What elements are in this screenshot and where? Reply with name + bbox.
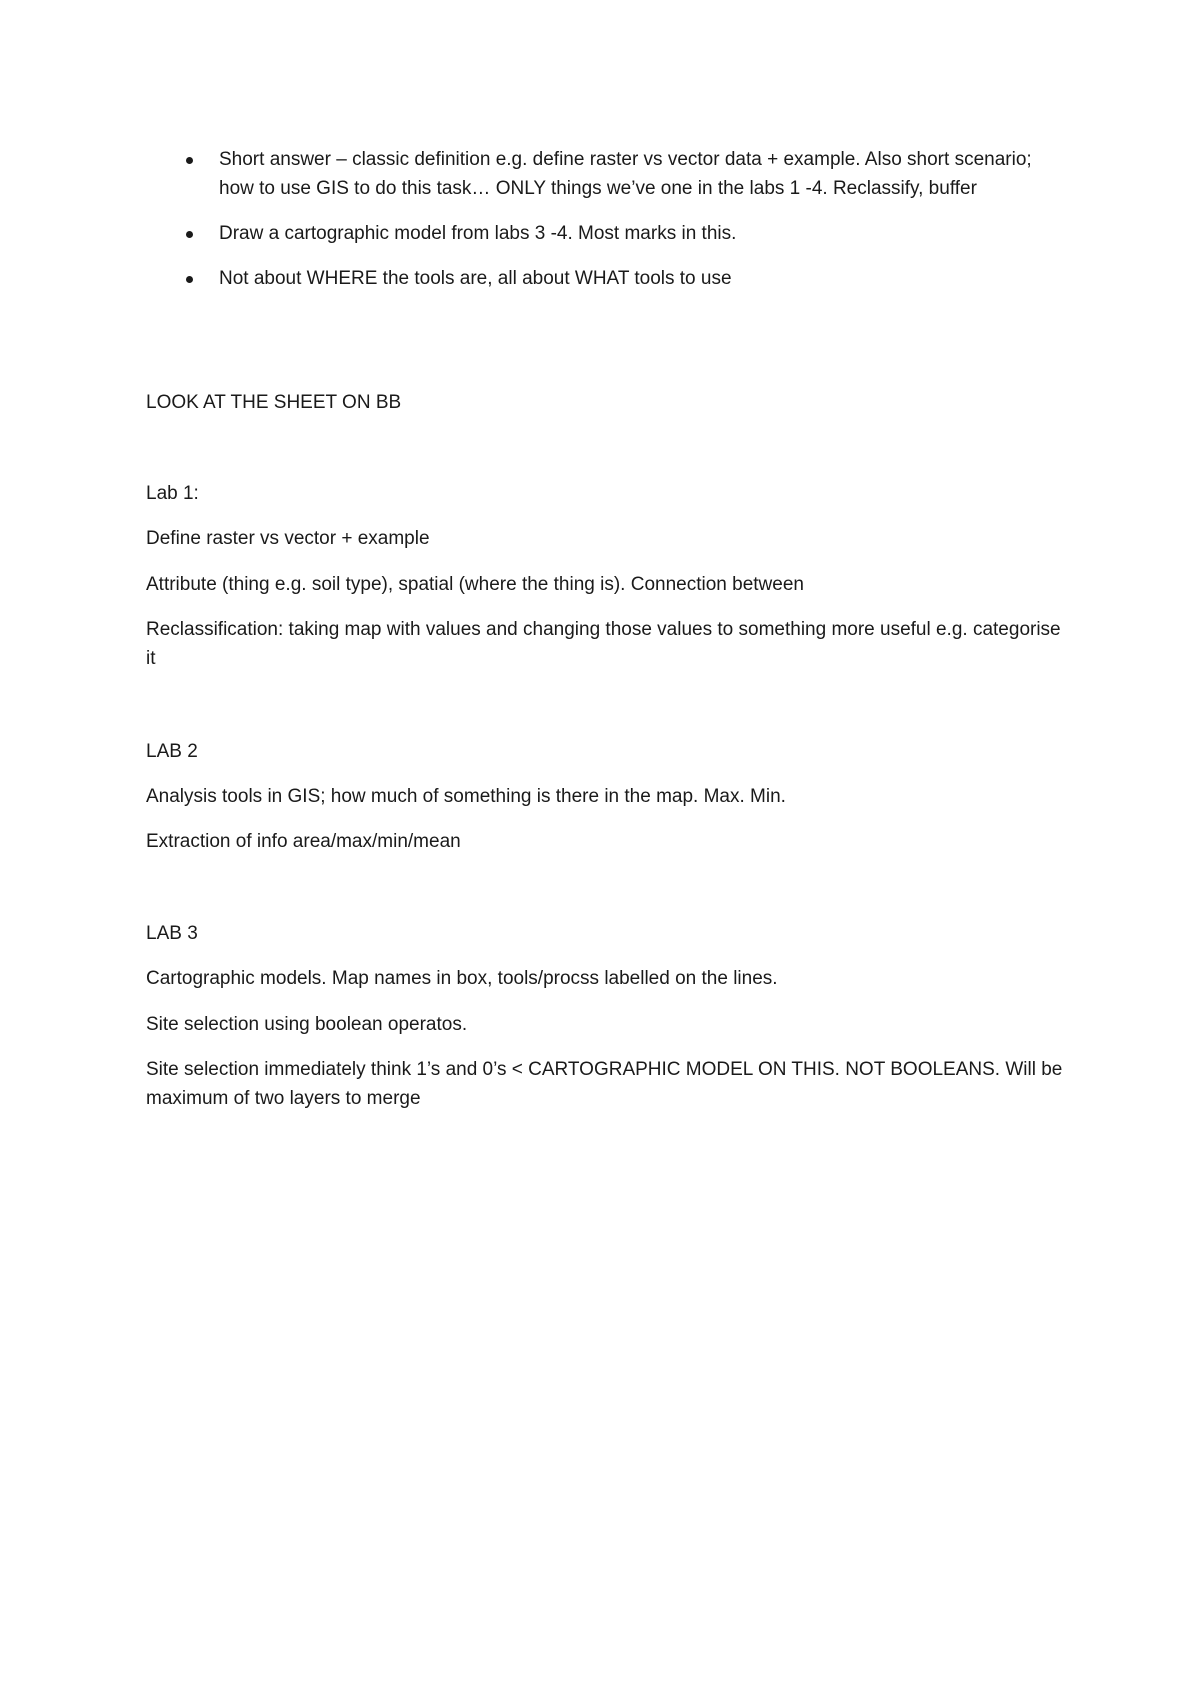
bullet-item <box>146 145 1066 203</box>
lab1-line: Attribute (thing e.g. soil type), spatial (where the thing is). Connection between <box>146 574 804 595</box>
bullet-text: Not about WHERE the tools are, all about WHAT tools to use <box>219 268 732 289</box>
bullet-dot-icon <box>186 157 193 164</box>
lab3-heading: LAB 3 <box>146 923 198 944</box>
lab2-line: Analysis tools in GIS; how much of something is there in the map. Max. Min. <box>146 786 786 807</box>
lab2-heading: LAB 2 <box>146 741 198 762</box>
lab3-line: Site selection immediately think 1’s and 0’s < CARTOGRAPHIC MODEL ON THIS. NOT BOOLEANS. Will be maximum of two layers to merge <box>146 1059 1063 1109</box>
notice-text: LOOK AT THE SHEET ON BB <box>146 392 402 413</box>
lab1-line: Reclassification: taking map with values and changing those values to something more useful e.g. categorise it <box>146 619 1061 669</box>
bullet-text: Draw a cartographic model from labs 3 -4. Most marks in this. <box>219 223 737 244</box>
bullet-list <box>146 145 1066 309</box>
bullet-text: Short answer – classic definition e.g. define raster vs vector data + example. Also short scenario; how to use GIS to do this task… ONLY things we’ve one in the labs 1 -4. Reclassify, buffer <box>219 149 1032 199</box>
lab3-line: Cartographic models. Map names in box, tools/procss labelled on the lines. <box>146 968 778 989</box>
lab3-line: Site selection using boolean operatos. <box>146 1014 468 1035</box>
lab1-heading: Lab 1: <box>146 483 199 504</box>
lab1-line: Define raster vs vector + example <box>146 528 430 549</box>
bullet-dot-icon <box>186 231 193 238</box>
lab2-line: Extraction of info area/max/min/mean <box>146 831 461 852</box>
bullet-dot-icon <box>186 276 193 283</box>
bullet-item <box>146 264 1066 293</box>
bullet-item <box>146 219 1066 248</box>
